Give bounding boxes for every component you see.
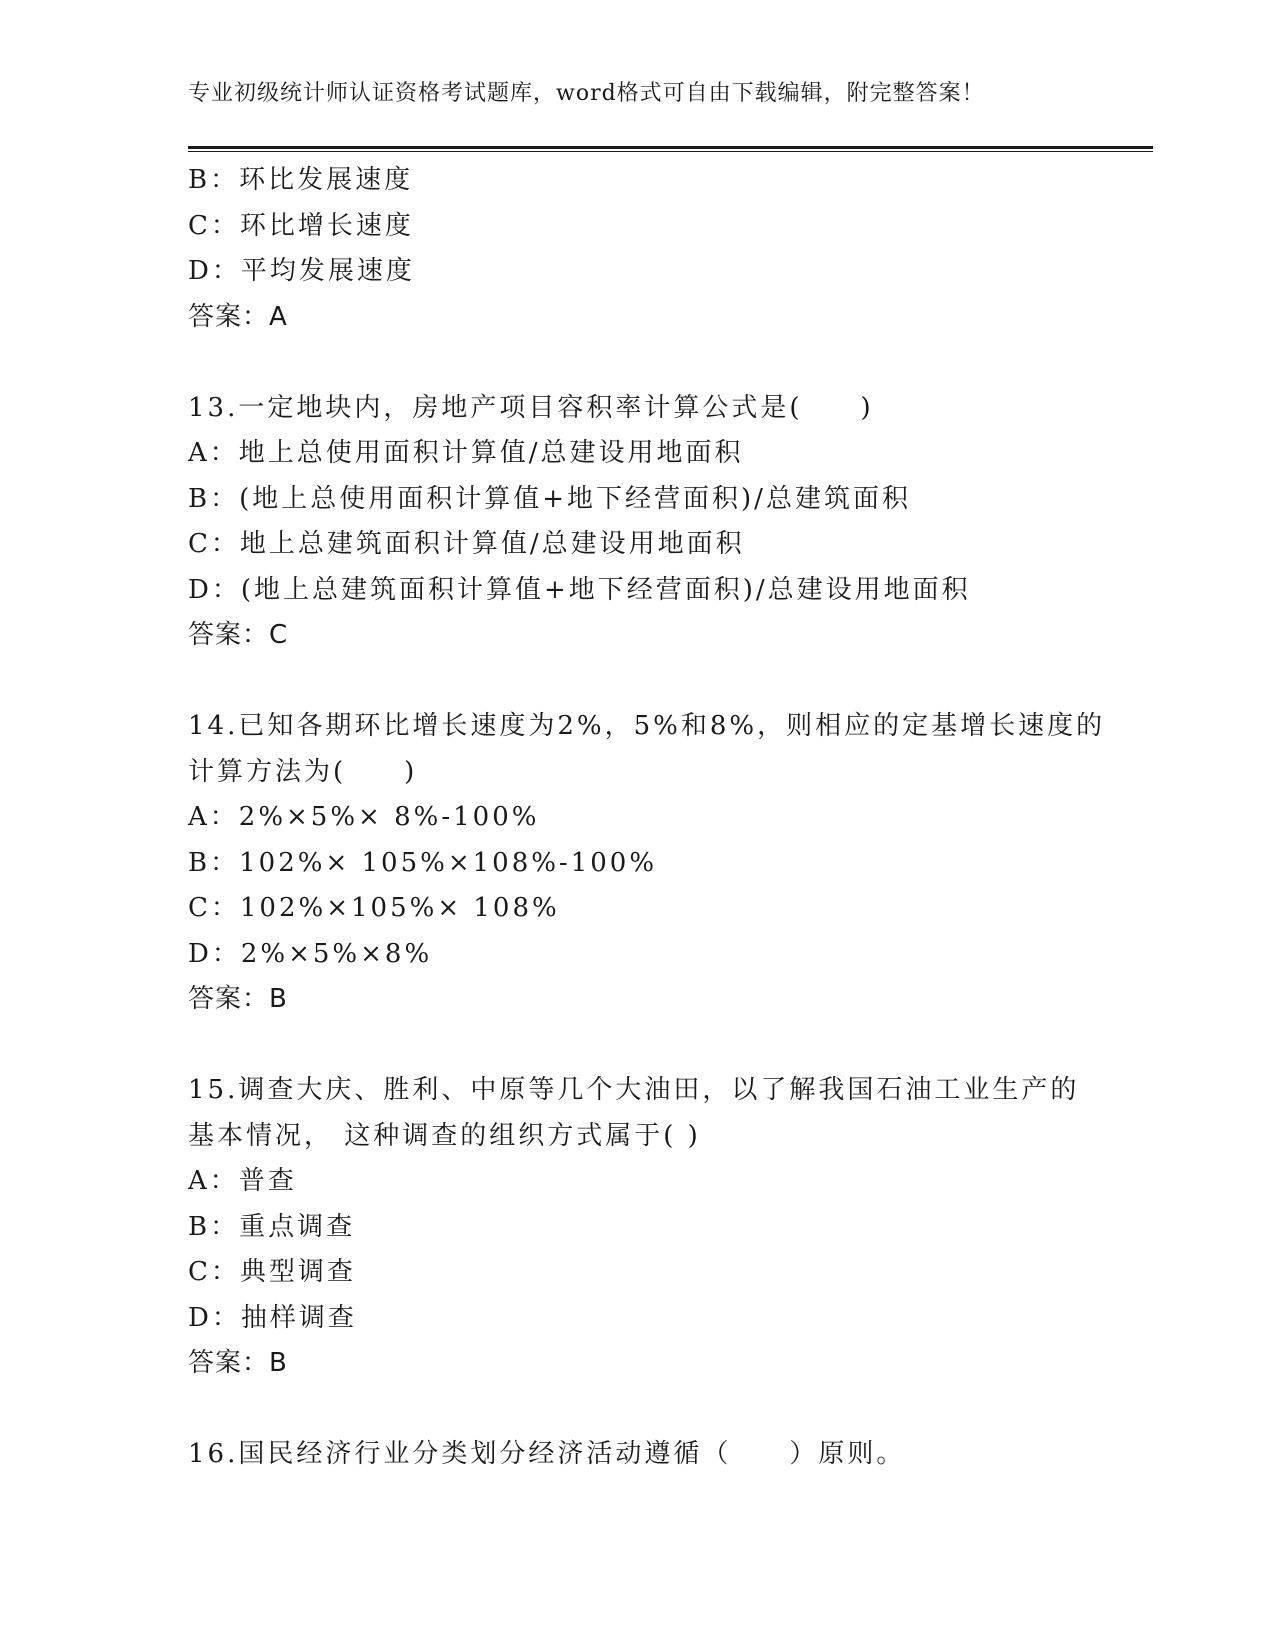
option-d: D：平均发展速度 — [188, 256, 415, 286]
option-d: D：抽样调查 — [188, 1302, 357, 1333]
spacer — [188, 1387, 1088, 1433]
spacer — [188, 659, 1088, 705]
option-a: A：地上总使用面积计算值/总建设用地面积 — [188, 438, 744, 468]
spacer — [188, 1023, 1088, 1069]
option-d: D：2%×5%×8% — [188, 938, 433, 969]
question-15-stem: 15.调查大庆、胜利、中原等几个大油田，以了解我国石油工业生产的 — [188, 1075, 1080, 1105]
option-b: B：重点调查 — [188, 1211, 356, 1242]
question-16-stem: 16.国民经济行业分类划分经济活动遵循（ ）原则。 — [188, 1439, 906, 1469]
header-rule-thick — [188, 146, 1153, 149]
answer-label: 答案：A — [188, 301, 288, 332]
option-c: C：102%×105%× 108% — [188, 893, 560, 923]
question-15-stem-cont: 基本情况， 这种调查的组织方式属于( ) — [188, 1120, 701, 1151]
option-c: C：环比增长速度 — [188, 210, 414, 241]
question-content — [188, 158, 1106, 1478]
option-b: B：102%× 105%×108%-100% — [188, 847, 658, 878]
option-c: C：典型调查 — [188, 1257, 356, 1287]
header-rule-thin — [188, 151, 1153, 152]
question-13-stem: 13.一定地块内，房地产项目容积率计算公式是( ) — [188, 392, 874, 423]
option-b: B：环比发展速度 — [188, 165, 414, 195]
answer-label: 答案：C — [188, 620, 289, 650]
option-c: C：地上总建筑面积计算值/总建设用地面积 — [188, 529, 745, 559]
option-a: A：2%×5%× 8%-100% — [188, 802, 540, 832]
page-header: 专业初级统计师认证资格考试题库，word格式可自由下载编辑，附完整答案！ — [188, 81, 985, 106]
answer-label: 答案：B — [188, 984, 288, 1014]
option-a: A：普查 — [188, 1166, 297, 1196]
spacer — [188, 340, 1088, 386]
answer-label: 答案：B — [188, 1348, 288, 1378]
option-b: B：(地上总使用面积计算值+地下经营面积)/总建筑面积 — [188, 483, 911, 514]
question-14-stem-cont: 计算方法为( ) — [188, 756, 418, 787]
option-d: D：(地上总建筑面积计算值+地下经营面积)/总建设用地面积 — [188, 574, 971, 605]
question-14-stem: 14.已知各期环比增长速度为2%，5%和8%，则相应的定基增长速度的 — [188, 711, 1106, 741]
